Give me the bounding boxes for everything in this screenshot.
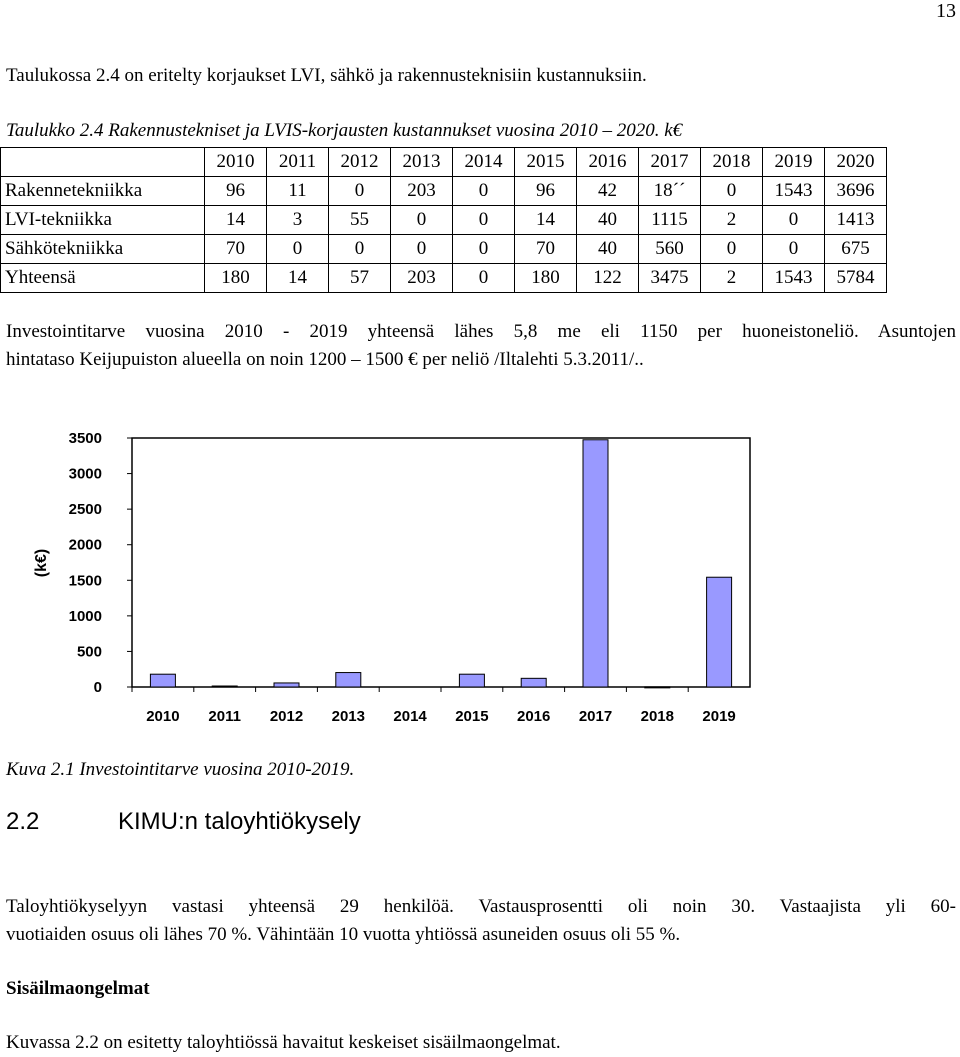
y-tick-label: 2000 — [68, 536, 102, 554]
table-year-header: 2016 — [577, 148, 639, 177]
investment-paragraph-line2: hintataso Keijupuiston alueella on noin 1200 – 1500 € per neliö /Iltalehti 5.3.2011/.. — [6, 349, 644, 370]
x-tick-label: 2014 — [393, 708, 427, 725]
table-cell: 96 — [205, 177, 267, 206]
table-cell: 0 — [453, 235, 515, 264]
table-cell: 0 — [391, 206, 453, 235]
cost-table — [0, 147, 887, 293]
section-title: KIMU:n taloyhtiökysely — [118, 808, 361, 835]
table-cell: 203 — [391, 177, 453, 206]
y-tick-label: 3000 — [68, 465, 102, 483]
section-number: 2.2 — [6, 808, 40, 835]
table-row — [1, 177, 887, 206]
table-cell: 203 — [391, 264, 453, 293]
table-row — [1, 206, 887, 235]
table-cell: 1115 — [639, 206, 701, 235]
table-cell: 1543 — [763, 264, 825, 293]
table-cell: 42 — [577, 177, 639, 206]
table-cell: 0 — [329, 177, 391, 206]
table-cell: 0 — [391, 235, 453, 264]
table-year-header: 2015 — [515, 148, 577, 177]
bar-2019 — [707, 577, 732, 687]
y-axis-label: (k€) — [33, 548, 50, 578]
table-row-label: LVI-tekniikka — [1, 206, 205, 235]
table-cell: 180 — [515, 264, 577, 293]
table-cell: 0 — [701, 235, 763, 264]
x-tick-label: 2016 — [517, 708, 551, 725]
bar-2013 — [336, 673, 361, 687]
table-year-header: 2018 — [701, 148, 763, 177]
intro-paragraph: Taulukossa 2.4 on eritelty korjaukset LVI, sähkö ja rakennusteknisiin kustannuksiin. — [6, 65, 647, 86]
table-corner-cell — [1, 148, 205, 177]
section-heading — [6, 808, 361, 836]
page-number: 13 — [936, 0, 956, 22]
investment-paragraph-line1: Investointitarve vuosina 2010 - 2019 yhteensä lähes 5,8 me eli 1150 per huoneistoneliö. Asuntojen — [6, 321, 956, 342]
survey-paragraph-line1: Taloyhtiökyselyyn vastasi yhteensä 29 henkilöä. Vastausprosentti oli noin 30. Vastaajista yli 60- — [6, 896, 956, 917]
table-cell: 0 — [329, 235, 391, 264]
table-cell: 57 — [329, 264, 391, 293]
table-cell: 18´´ — [639, 177, 701, 206]
table-cell: 0 — [763, 206, 825, 235]
table-cell: 14 — [267, 264, 329, 293]
y-tick-label: 1500 — [68, 572, 102, 590]
table-cell: 0 — [453, 264, 515, 293]
table-row — [1, 235, 887, 264]
table-row-label: Yhteensä — [1, 264, 205, 293]
table-cell: 0 — [701, 177, 763, 206]
table-year-header: 2019 — [763, 148, 825, 177]
figure-caption: Kuva 2.1 Investointitarve vuosina 2010-2019. — [6, 759, 355, 780]
investment-bar-chart — [0, 420, 760, 740]
bar-2017 — [583, 440, 608, 687]
plot-area — [132, 438, 750, 687]
table-year-header: 2014 — [453, 148, 515, 177]
table-year-header: 2011 — [267, 148, 329, 177]
survey-paragraph-line2: vuotiaiden osuus oli lähes 70 %. Vähintään 10 vuotta yhtiössä asuneiden osuus oli 55 %. — [6, 924, 681, 945]
y-tick-label: 0 — [93, 679, 102, 696]
bar-2012 — [274, 683, 299, 687]
bar-2011 — [212, 686, 237, 687]
bar-2010 — [150, 674, 175, 687]
table-cell: 0 — [453, 177, 515, 206]
y-tick-label: 3500 — [68, 430, 102, 447]
table-cell: 96 — [515, 177, 577, 206]
table-row — [1, 264, 887, 293]
table-cell: 40 — [577, 235, 639, 264]
table-cell: 1413 — [825, 206, 887, 235]
table-cell: 3 — [267, 206, 329, 235]
table-year-header: 2020 — [825, 148, 887, 177]
table-cell: 14 — [205, 206, 267, 235]
table-cell: 40 — [577, 206, 639, 235]
y-tick-label: 500 — [76, 643, 102, 661]
bar-2016 — [521, 678, 546, 687]
table-cell: 560 — [639, 235, 701, 264]
table-cell: 55 — [329, 206, 391, 235]
table-cell: 3696 — [825, 177, 887, 206]
table-cell: 3475 — [639, 264, 701, 293]
table-cell: 11 — [267, 177, 329, 206]
table-cell: 0 — [453, 206, 515, 235]
bar-2015 — [459, 674, 484, 687]
table-cell: 0 — [763, 235, 825, 264]
table-cell: 2 — [701, 264, 763, 293]
x-tick-label: 2012 — [269, 708, 304, 725]
table-cell: 0 — [267, 235, 329, 264]
x-tick-label: 2011 — [208, 708, 241, 725]
table-year-header: 2012 — [329, 148, 391, 177]
x-tick-label: 2015 — [455, 708, 489, 725]
table-caption: Taulukko 2.4 Rakennustekniset ja LVIS-korjausten kustannukset vuosina 2010 – 2020. k€ — [6, 120, 683, 141]
table-year-header: 2013 — [391, 148, 453, 177]
table-year-header: 2017 — [639, 148, 701, 177]
table-cell: 70 — [205, 235, 267, 264]
table-cell: 180 — [205, 264, 267, 293]
table-cell: 1543 — [763, 177, 825, 206]
x-tick-label: 2010 — [146, 708, 180, 725]
table-cell: 2 — [701, 206, 763, 235]
y-tick-label: 1000 — [68, 607, 102, 625]
table-row-label: Sähkötekniikka — [1, 235, 205, 264]
subheading: Sisäilmaongelmat — [6, 978, 150, 999]
table-cell: 70 — [515, 235, 577, 264]
table-row-label: Rakennetekniikka — [1, 177, 205, 206]
table-cell: 5784 — [825, 264, 887, 293]
x-tick-label: 2018 — [640, 708, 674, 725]
x-tick-label: 2013 — [331, 708, 365, 725]
table-year-header: 2010 — [205, 148, 267, 177]
bar-2018 — [645, 687, 670, 688]
table-cell: 122 — [577, 264, 639, 293]
table-cell: 14 — [515, 206, 577, 235]
table-cell: 675 — [825, 235, 887, 264]
indoor-air-paragraph: Kuvassa 2.2 on esitetty taloyhtiössä havaitut keskeiset sisäilmaongelmat. — [6, 1032, 561, 1053]
x-tick-label: 2017 — [578, 708, 613, 725]
table-header-row — [1, 148, 887, 177]
x-tick-label: 2019 — [702, 708, 736, 725]
y-tick-label: 2500 — [68, 501, 102, 519]
